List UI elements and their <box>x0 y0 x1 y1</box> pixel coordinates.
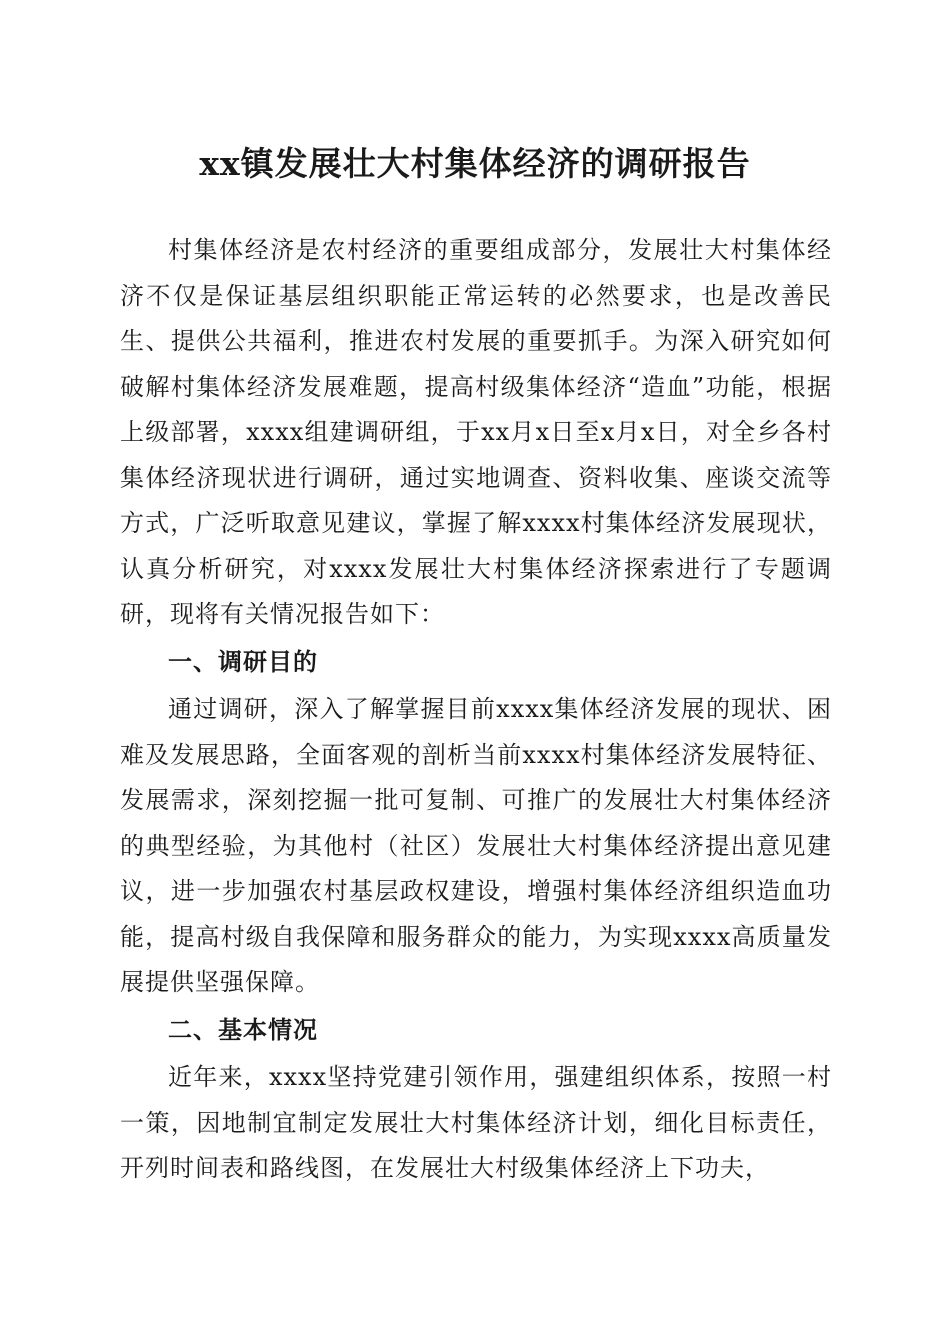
section-heading: 二、基本情况 <box>168 1015 318 1044</box>
section-research-purpose <box>120 638 832 1006</box>
section-basic-situation <box>120 1006 832 1192</box>
intro-paragraph: 村集体经济是农村经济的重要组成部分，发展壮大村集体经济不仅是保证基层组织职能正常运转的必然要求，也是改善民生、提供公共福利，推进农村发展的重要抓手。为深入研究如何破解村集体经济发展难题，提高村级集体经济“造血”功能，根据上级部署，xxxx组建调研组，于xx月x日至x月x日，对全乡各村集体经济现状进行调研，通过实地调查、资料收集、座谈交流等方式，广泛听取意见建议，掌握了解xxxx村集体经济发展现状，认真分析研究，对xxxx发展壮大村集体经济探索进行了专题调研，现将有关情况报告如下： <box>120 236 832 628</box>
section-paragraph: 近年来，xxxx坚持党建引领作用，强建组织体系，按照一村一策，因地制宜制定发展壮大村集体经济计划，细化目标责任，开列时间表和路线图，在发展壮大村级集体经济上下功夫， <box>120 1063 832 1182</box>
document-title: xx镇发展壮大村集体经济的调研报告 <box>199 144 751 183</box>
section-heading: 一、调研目的 <box>168 647 318 676</box>
section-paragraph: 通过调研，深入了解掌握目前xxxx集体经济发展的现状、困难及发展思路，全面客观的剖析当前xxxx村集体经济发展特征、发展需求，深刻挖掘一批可复制、可推广的发展壮大村集体经济的典型经验，为其他村（社区）发展壮大村集体经济提出意见建议，进一步加强农村基层政权建设，增强村集体经济组织造血功能，提高村级自我保障和服务群众的能力，为实现xxxx高质量发展提供坚强保障。 <box>120 695 832 996</box>
document-body <box>120 228 832 1192</box>
